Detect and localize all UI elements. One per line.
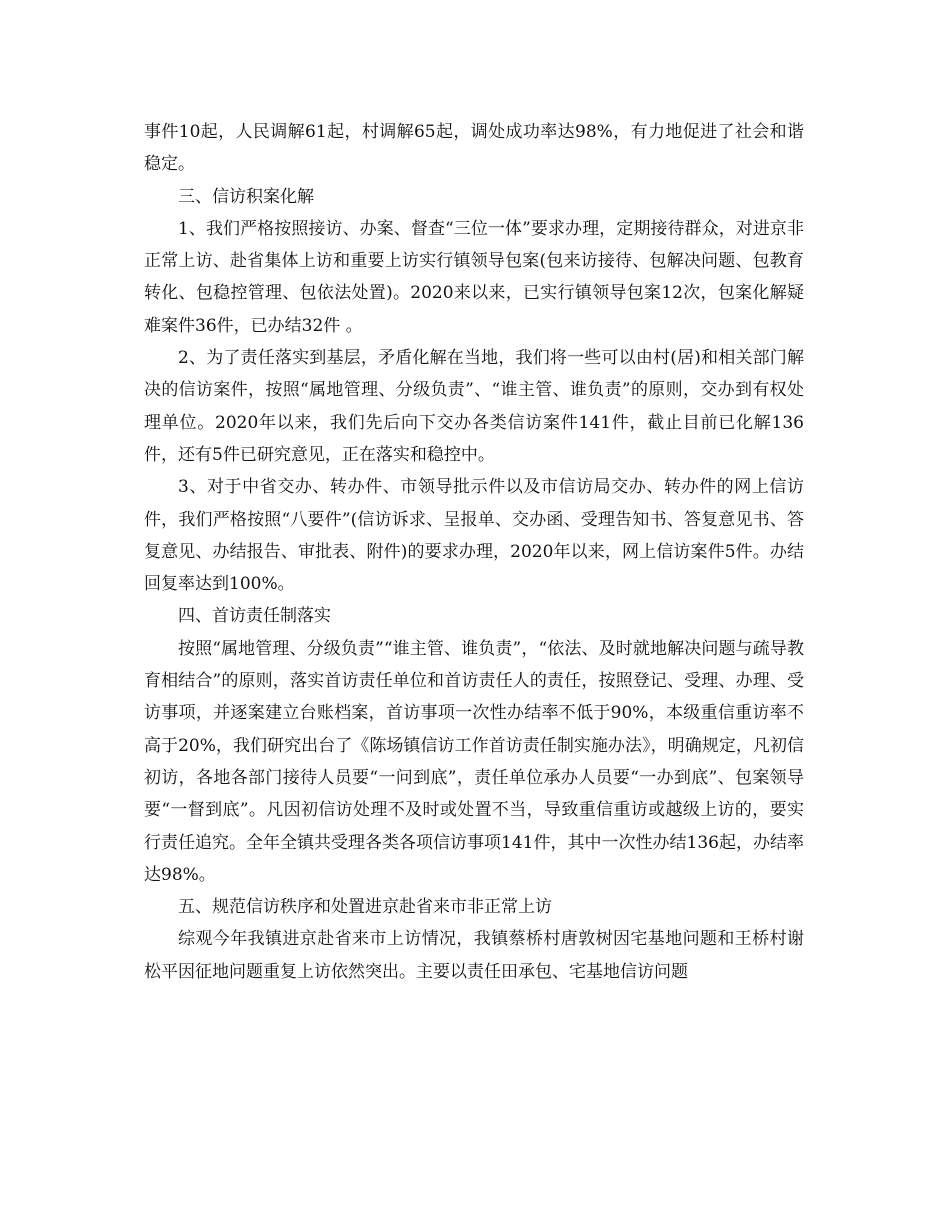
document-body: [144, 116, 804, 988]
paragraph-item-1: 1、我们严格按照接访、办案、督查“三位一体”要求办理，定期接待群众，对进京非正常上访、赴省集体上访和重要上访实行镇领导包案(包来访接待、包解决问题、包教育转化、包稳控管理、包依法处置)。2020来以来，已实行镇领导包案12次，包案化解疑难案件36件，已办结32件 。: [144, 218, 804, 336]
section-heading-4: 四、首访责任制落实: [178, 606, 331, 627]
paragraph-item-2: 2、为了责任落实到基层，矛盾化解在当地，我们将一些可以由村(居)和相关部门解决的信访案件，按照“属地管理、分级负责”、“谁主管、谁负责”的原则，交办到有权处理单位。2020年以来，我们先后向下交办各类信访案件141件，截止目前已化解136件，还有5件已研究意见，正在落实和稳控中。: [144, 348, 804, 465]
section-heading-3: 三、信访积案化解: [178, 186, 314, 207]
paragraph-first-visit-responsibility: 按照“属地管理、分级负责”“谁主管、谁负责”，“依法、及时就地解决问题与疏导教育相结合”的原则，落实首访责任单位和首访责任人的责任，按照登记、受理、办理、受访事项，并逐案建立台账档案，首访事项一次性办结率不低于90%，本级重信重访率不高于20%，我们研究出台了《陈场镇信访工作首访责任制实施办法》，明确规定，凡初信初访，各地各部门接待人员要“一问到底”，责任单位承办人员要“一办到底”、包案领导要“一督到底”。凡因初信访处理不及时或处置不当，导致重信重访或越级上访的，要实行责任追究。全年全镇共受理各类各项信访事项141件，其中一次性办结136起，办结率达98%。: [144, 638, 804, 885]
section-heading-5: 五、规范信访秩序和处置进京赴省来市非正常上访: [178, 897, 552, 918]
paragraph-mediation-results: 事件10起，人民调解61起，村调解65起，调处成功率达98%，有力地促进了社会和谐稳定。: [144, 122, 804, 175]
paragraph-item-3: 3、对于中省交办、转办件、市领导批示件以及市信访局交办、转办件的网上信访件，我们严格按照“八要件”(信访诉求、呈报单、交办函、受理告知书、答复意见书、答复意见、办结报告、审批表、附件)的要求办理，2020年以来，网上信访案件5件。办结回复率达到100%。: [144, 477, 804, 595]
paragraph-overview: 综观今年我镇进京赴省来市上访情况，我镇蔡桥村唐敦树因宅基地问题和王桥村谢松平因征地问题重复上访依然突出。主要以责任田承包、宅基地信访问题: [144, 929, 804, 982]
